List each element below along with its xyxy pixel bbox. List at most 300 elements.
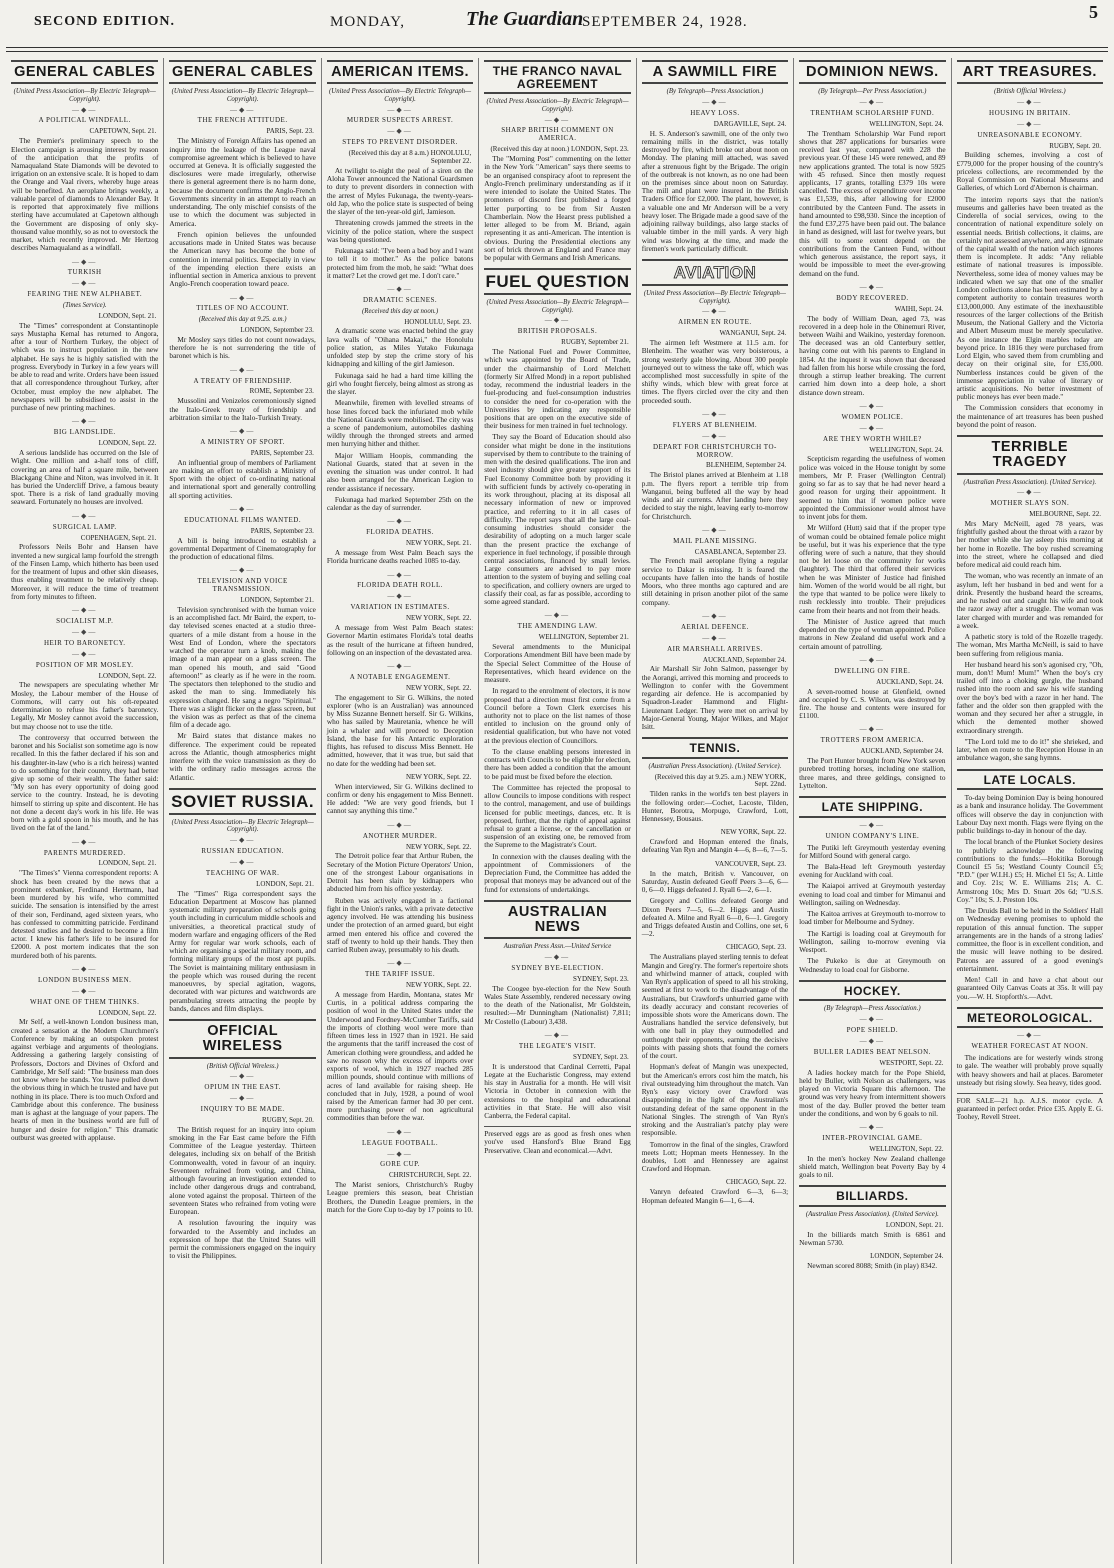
- divider-rule: —◆—: [859, 655, 886, 664]
- divider-rule: —◆—: [387, 105, 413, 114]
- dateline: WELLINGTON, September 21.: [538, 633, 629, 642]
- dateline: CHICAGO, Sept. 22.: [726, 1178, 787, 1187]
- divider-rule: —◆—: [72, 649, 98, 658]
- dateline: LONDON, September 21.: [240, 596, 314, 605]
- dateline: LONDON, Sept. 21.: [98, 311, 157, 320]
- article-paragraph: The Coogee bye-election for the New South Wales State Assembly, rendered necessary owing to the death of the Nationalist, Mr Goldstein, resulted:—Mr Dunningham (Nationalist) 7,811; Mr Costello (Labour) 3,438.: [484, 983, 631, 1026]
- press-credit: (Australian Press Association). (United Service).: [805, 1211, 939, 1219]
- dateline: CASABLANCA, September 23.: [694, 547, 787, 556]
- article: [169, 1019, 315, 1260]
- article-paragraph: The Port Hunter brought from New York seven purebred trotting horses, including one stallion, three mares, and three geldings, consigned to Lyttelton.: [799, 756, 946, 790]
- masthead: [0, 0, 1114, 46]
- dateline: DARGAVILLE, Sept. 24.: [713, 119, 787, 128]
- article-paragraph: Newman scored 8088; Smith (in play) 8342.: [807, 1260, 938, 1270]
- article-paragraph: In the men's hockey New Zealand challenge shield match, Wellington beat Poverty Bay by 4 goals to nil.: [799, 1153, 946, 1180]
- press-credit: (United Press Association—By Electric Telegraph—Copyright).: [171, 818, 314, 834]
- column-5: [636, 58, 793, 1564]
- article-paragraph: The Bala-Head left Greymouth yesterday evening for Auckland with coal.: [799, 862, 946, 880]
- dateline: WELLINGTON, Sept. 22.: [869, 1144, 944, 1153]
- press-credit: (Received this day at 9.25. a.m.): [198, 316, 287, 324]
- article-headline: TENNIS.: [642, 737, 788, 759]
- divider-rule: —◆—: [544, 115, 571, 124]
- article: [957, 769, 1103, 1001]
- article-paragraph: Fukunaga said he had a hard time killing the girl who fought fiercely, being almost as strong as the slayer.: [326, 370, 474, 397]
- article-subhead: OPIUM IN THE EAST.: [204, 1083, 281, 1092]
- article-paragraph: The Ministry of Foreign Affairs has opened an inquiry into the leakage of the League naval compromise agreement which is believed to have occurred at Geneva. It is officially suggested the disclosures were made irregularly, otherwise there is general agreement there is no harm done, because the document confirms the Anglo-French Governments sincerity in an attempt to reach an understanding. The only mischief consists of the use to which the document was subjected in America.: [169, 136, 316, 228]
- article-paragraph: Mr Wilford (Hutt) said that if the proper type of woman could be obtained female police might be useful, but it was his experience that the type offering were of such a nature, that they should not be let loose on the community for works (laughter). The third that offered their services when he was Minister of Justice had finished him. Women of the world would be all right, but the type that wanted to be police were likely to rush recklessly into trouble. Their prejudices came from their hearts and not from their heads.: [799, 523, 946, 615]
- article-paragraph: The Druids Ball to be held in the Soldiers' Hall on Wednesday evening promises to uphold the reputation of this annual function. The supper arrangements are in the hands of a strong ladies' committee, the floor is in excellent condition, and the music will leave nothing to be desired. Patrons are assured of a good evening's entertainment.: [956, 906, 1103, 973]
- advertisement: FOR SALE—21 h.p. A.J.S. motor cycle. A guaranteed in perfect order. Price £35. Apply E. G. Toohey, Revell Street.: [957, 1093, 1103, 1121]
- dateline: HONOLULU, Sept. 23.: [404, 317, 472, 326]
- press-credit: (Australian Press Association). (United Service).: [648, 762, 782, 770]
- masthead-date: SEPTEMBER 24, 1928.: [582, 14, 748, 30]
- article-subhead: TITLES OF NO ACCOUNT.: [196, 304, 290, 313]
- article-paragraph: Hopman's defeat of Mangin was unexpected, but the American's errors cost him the match, his rival outsteadying him throughout the match. Van Ryn's easy victory over Crawford was disappointing in the light of the Australian's outstanding defeat of the same opponent in the National Singles. The strength of Van Ryn's stroking and the Australian's patchy play were responsible.: [641, 1062, 789, 1138]
- article-paragraph: It is understood that Cardinal Cerretti, Papal Legate at the Eucharistic Congress, may extend his stay in Australia for a month. He will visit Victoria in October in connexion with the extensions to the hospital and educational activities in that State. He will also visit Canberra, the Federal capital.: [484, 1061, 631, 1121]
- article: [799, 284, 945, 397]
- article: [642, 411, 788, 521]
- article-subhead: PARENTS MURDERED.: [43, 848, 126, 857]
- divider-rule: —◆—: [702, 409, 728, 418]
- column-2: [163, 58, 320, 1564]
- article-paragraph: The Trentham Scholarship War Fund report shows that 287 applications for bursaries were received last year, compared with 228 the previous year. Of these 145 were renewed, and 89 new applications granted. The total is now 5925 with 45 refused. Since then mostly request applicants, 17 grants, totalling £379 10s were cancelled. The excess of expenditure over income was £1,539, this, after allowing for £2000 contributed by the Canteen Fund. The assets in hand amounted to £98,930. Since the inception of the fund £37,275 have been paid out. The balance in hand as designed, will last for twelve years, but this will to some extent depend on the contributions from the Canteen Fund, without which generous assistance, the report says, it would be impossible to meet the ever-growing demand on the fund.: [799, 128, 946, 278]
- divider-rule: —◆—: [702, 97, 728, 106]
- divider-rule: —◆—: [229, 566, 256, 575]
- divider-rule: —◆—: [229, 857, 256, 866]
- dateline: WAIHI, Sept. 24.: [894, 304, 944, 313]
- article: [799, 980, 945, 1118]
- edition-label: SECOND EDITION.: [34, 14, 176, 29]
- article-paragraph: Television synchronised with the human voice is an accomplished fact. Mr Baird, the expert, to-day televised scenes enacted at a studio three-quarters of a mile distant from a house in the West End of London, where the spectators watched the operator turn a knob, making the image of a man appear on a glass screen. The man opened his mouth, and said "Good afternoon!" as clearly as if he were in the room. The spectators then telephoned to the studio and asked the man to sing. Immediately his expression changed. He sang a negro "Spiritual." There was a slight flicker on the glass screen, but the vision was as perfect as that of the cinema film of a decade ago.: [169, 604, 316, 730]
- divider-rule: —◆—: [229, 504, 256, 513]
- masthead-rule: [6, 47, 1108, 52]
- article-headline: OFFICIAL WIRELESS: [169, 1019, 315, 1058]
- divider-rule: —◆—: [859, 1036, 886, 1045]
- divider-rule: —◆—: [702, 611, 728, 620]
- dateline: NEW YORK, Sept. 22.: [405, 981, 472, 990]
- article: [11, 513, 158, 601]
- article-paragraph: Scepticism regarding the usefulness of women police was voiced in the House tonight by some members, Mr P. Fraser (Wellington Central) going so far as to say that he had never heard a good reason for urging their appointment. It seemed to him that if women police were appointed the Commissioner would almost have to invent jobs for them.: [799, 454, 946, 522]
- press-credit: (United Press Association—By Electric Telegraph—Copyright).: [329, 88, 472, 103]
- newspaper-title: The Guardian: [466, 8, 584, 30]
- divider-rule: —◆—: [544, 611, 571, 620]
- article-paragraph: Gregory and Collins defeated George and Dixon Peers 7—5, 6—2. Higgs and Austin defeated A. Milne and Ryall 6—0, 6—1. Gregory and Triggs defeated Austin and Collins, one set, 6—2.: [641, 896, 789, 939]
- article: [799, 403, 945, 651]
- divider-rule: —◆—: [859, 1123, 886, 1132]
- article-headline: A SAWMILL FIRE: [642, 60, 788, 84]
- article-headline: AVIATION: [642, 259, 788, 286]
- article-paragraph: Fukunaga had marked September 25th on the calendar as the day of surrender.: [326, 494, 474, 513]
- article-paragraph: Mr Baird states that distance makes no difference. The experiment could be repeated across the Atlantic, though atmospherics might interfere with the voice transmission as they do with the ordinary radio messages across the Atlantic.: [169, 731, 316, 782]
- dateline: NEW YORK, Sept. 22.: [405, 842, 472, 851]
- divider-rule: —◆—: [544, 316, 571, 325]
- article-paragraph: The Marist seniors, Christchurch's Rugby League premiers this season, beat Christian Brothers, the Dunedin League premiers, in the match for the Gore Cup to-day by 17 points to 10.: [326, 1180, 474, 1214]
- article-subhead: UNION COMPANY'S LINE.: [825, 831, 920, 840]
- article-paragraph: The Minister of Justice agreed that much depended on the type of woman appointed. Police matrons in New Zealand did useful work and a certain amount of patrolling.: [799, 616, 946, 651]
- article-headline: THE FRANCO NAVAL AGREEMENT: [484, 60, 630, 94]
- article: [327, 822, 473, 955]
- divider-rule: —◆—: [387, 820, 413, 829]
- article: [327, 774, 473, 816]
- article-subhead: FLORIDA DEATHS.: [366, 528, 434, 537]
- article: [169, 788, 315, 1013]
- article-subhead: A NOTABLE ENGAGEMENT.: [349, 672, 451, 681]
- article-subhead: SOCIALIST M.P.: [56, 616, 114, 625]
- article-paragraph: French opinion believes the unfounded accusations made in United States was because the American navy has become the bone of contention in internal politics. Especially in view of the impending election there exists an influential section in America anxious to prevent Anglo-French cooperation toward peace.: [169, 229, 316, 289]
- article: [327, 960, 473, 1122]
- article-paragraph: The British request for an inquiry into opium smoking in the Far East came before the Fifth Committee of the League yesterday. Thirteen delegates, including six on behalf of the British Commonwealth, voted in favour of an inquiry. Seventeen refrained from voting, and China, although favouring an investigation extended to include other dangerous drugs and contraband, alone voted against the proposal. Thirteen of the seventeen States who refrained from voting were European.: [169, 1124, 316, 1217]
- article-subhead: BIG LANDSLIDE.: [53, 428, 116, 437]
- dateline: LONDON, Sept. 21.: [256, 879, 314, 888]
- article-subhead: DWELLING ON FIRE.: [834, 666, 911, 675]
- article-paragraph: The "Morning Post" commenting on the letter in the New York "American" says there seems to be an organised conspiracy afoot to represent the Anglo-French preliminary understanding as if it were intended to isolate the United States. The promoters of discord first published a forged letter purporting to be from Sir Austen Chamberlain. Now the Hearst press published a letter alleged to be from M. Briand, again representing it as anti-American. The intention is obvious. During the Presidential elections any sort of brick thrown at England and France may be popular with Germans and Irish Americans.: [484, 154, 631, 262]
- article-subhead: BODY RECOVERED.: [836, 293, 909, 302]
- article-subhead: EDUCATIONAL FILMS WANTED.: [184, 515, 302, 524]
- article-headline: SOVIET RUSSIA.: [169, 788, 315, 815]
- article-paragraph: "The Times's" Vienna correspondent reports: A shock has been created by the news that a prominent exbanker, Ferdinand Hertmann, had been murdered by his wife, who committed suicide. The sensation is intensified by the arrest of their son, Ferdinand, aged sixteen years, who has confessed to committing patricide. Ferdinand detested studies and he desired to become a film actor. I knew his father's life to be insured for £2000. A post mortem indicates that the son murdered both of his parents.: [11, 868, 159, 960]
- divider-rule: —◆—: [859, 820, 886, 829]
- article: [642, 1179, 788, 1204]
- article-paragraph: Building schemes, involving a cost of £779,000 for the proper housing of the country's priceless collections, are recommended by the Royal Commission on National Museums and Galleries, of which Lord d'Abernon is chairman.: [956, 150, 1103, 193]
- article-paragraph: To-day being Dominion Day is being honoured as a bank and insurance holiday. The Government offices will observe the day in conjunction with Labour Day next month. Flags were flying on the public buildings to-day in honour of the day.: [956, 793, 1103, 836]
- article-paragraph: A serious landslide has occurred on the Isle of Wight. One million and a-half tons of cliff, covering an area of half a square mile, between Blackgang Chine and Niton, was involved in it. It has buried the Undercliff Drive, a famous beauty spot. There is a risk of land gradually moving seaward. Fortunately no houses are involved.: [11, 448, 159, 507]
- divider-rule: —◆—: [229, 293, 256, 302]
- press-credit: (United Press Association—By Electric Telegraph—Copyright).: [643, 289, 786, 305]
- divider-rule: —◆—: [1017, 1031, 1043, 1040]
- dateline: NEW YORK, Sept. 22.: [405, 614, 472, 623]
- article-subhead: HOUSING IN BRITAIN.: [989, 108, 1071, 117]
- article: [11, 966, 158, 1142]
- article-subhead: GORE CUP.: [380, 1160, 421, 1169]
- dateline: RUGBY, September 21.: [561, 338, 629, 347]
- article-paragraph: Crawford and Hopman entered the finals, defeating Van Ryn and Mangin 4—6, 8—6, 7—5.: [641, 837, 789, 855]
- article: [799, 1185, 945, 1247]
- divider-rule: —◆—: [702, 633, 728, 642]
- article-paragraph: Professors Neils Bohr and Hansen have invented a new surgical lamp fourfold the strength of the Finsen Lamp, which hitherto has been used for the treatment of lupus and other skin diseases, thus enabling treatment to be relatively cheap. Moreover, it will reduce the time of treatment from forty minutes to fifteen.: [11, 542, 159, 601]
- divider-rule: —◆—: [387, 662, 413, 671]
- article: [642, 829, 788, 854]
- article-paragraph: The Bristol planes arrived at Blenheim at 1.18 p.m. The flyers report a terrible trip from Wanganui, being buffeted all the way by head winds and air currents. After landing here they decided to stay the night, leaving early to-morrow for Christchurch.: [641, 470, 789, 521]
- divider-rule: —◆—: [387, 1149, 413, 1158]
- article-paragraph: A bill is being introduced to establish a governmental Department of Cinematography for the production of educational films.: [169, 535, 316, 562]
- article: [957, 60, 1103, 429]
- dateline: BLENHEIM, September 24.: [706, 461, 787, 470]
- article-subhead: TURKISH: [67, 268, 102, 277]
- dateline: LONDON, Sept. 22.: [98, 439, 157, 448]
- dateline: RUGBY, Sept. 20.: [1049, 141, 1101, 150]
- article-headline: ART TREASURES.: [957, 60, 1103, 84]
- article-paragraph: The body of William Dean, aged 73, was recovered in a deep hole in the Ohinemuri River, between Waihi and Waikino, yesterday forenoon. The deceased was an old Canterbury settler, having come out with his parents to England in 1854. At the inquest it was shown that deceased had fallen from his horse while crossing the ford, through a stirrup leather breaking. The current carried him down into a deep hole, a short distance down stream.: [799, 313, 946, 397]
- dateline: LONDON, September 23.: [240, 325, 314, 334]
- article-subhead: VARIATION IN ESTIMATES.: [350, 603, 450, 612]
- divider-rule: —◆—: [544, 953, 571, 961]
- press-credit: (By Telegraph—Press Association.): [824, 1005, 921, 1013]
- article: [642, 259, 788, 405]
- article: [799, 657, 945, 721]
- divider-rule: —◆—: [859, 725, 886, 734]
- divider-rule: —◆—: [859, 1015, 886, 1024]
- divider-rule: —◆—: [387, 285, 413, 294]
- article-paragraph: Major William Hoopis, commanding the National Guards, stated that at seven in the evening the situation was under control. It had also been arranged for the American Legion to render assistance if necessary.: [326, 450, 474, 493]
- dateline: (Received this day at 8 a.m.) HONOLULU, September 22.: [348, 149, 472, 166]
- article-paragraph: The controversy that occurred between the baronet and his Socialist son sometime ago is now recalled. In this the father declared if his son and his daughter-in-law (who is a rich heiress) wanted to do something for their country, they had better give up some of their wealth. The father said: "My son has every opportunity of doing good service to the country. Instead, he is devoting himself to stirring up spite and discontent. He has not done a decent day's work in his life. He was born with a gold spoon in his mouth, and he has lived on the fat of the land.": [11, 732, 159, 833]
- article-subhead: ARE THEY WORTH WHILE?: [823, 434, 922, 443]
- article-paragraph: Several amendments to the Municipal Corporations Amendment Bill have been made by the Special Select Committee of the House of Representatives, which heard evidence on the measure.: [484, 642, 631, 685]
- article: [642, 527, 788, 607]
- article-subhead: DEPART FOR CHRISTCHURCH TO-MORROW.: [652, 442, 777, 459]
- article-subhead: THE FRENCH ATTITUDE.: [197, 116, 288, 125]
- dateline: WELLINGTON, Sept. 24.: [869, 445, 944, 454]
- article: [327, 1129, 473, 1214]
- article-paragraph: The Kaitoa arrives at Greymouth to-morrow to load timber for Melbourne and Sydney.: [799, 909, 946, 927]
- divider-rule: —◆—: [72, 627, 98, 636]
- dateline: (Received this day at noon.) LONDON, Sept. 23.: [490, 145, 629, 154]
- press-credit: (British Official Wireless.): [993, 88, 1066, 96]
- dateline: LONDON, Sept. 21.: [98, 859, 157, 868]
- dateline: WANGANUI, Sept. 24.: [719, 329, 787, 338]
- article-headline: LATE SHIPPING.: [799, 796, 945, 818]
- article: [11, 418, 158, 506]
- article-paragraph: The French mail aeroplane flying a regular service to Dakar is missing. It is feared the occupants have fallen into the hands of hostile Moors, who three months ago captured and are still detaining in prison another pilot of the same company.: [641, 556, 789, 607]
- press-credit: (Received this day at noon.): [362, 307, 439, 315]
- article-subhead: HEIR TO BARONETCY.: [43, 638, 126, 647]
- divider-rule: —◆—: [72, 279, 98, 288]
- dateline: NEW YORK, Sept. 21.: [405, 539, 472, 548]
- divider-rule: —◆—: [387, 592, 413, 601]
- divider-rule: —◆—: [72, 606, 98, 615]
- dateline: LONDON, Sept. 21.: [885, 1220, 944, 1229]
- article-subhead: RUSSIAN EDUCATION.: [201, 846, 284, 855]
- page-number: 5: [1089, 2, 1098, 22]
- article-subhead: ANOTHER MURDER.: [362, 831, 438, 840]
- article: [11, 839, 158, 960]
- dateline: PARIS, Sept. 23.: [266, 127, 314, 136]
- column-3: [321, 58, 478, 1564]
- divider-rule: —◆—: [387, 517, 413, 526]
- article-paragraph: "The Lord told me to do it!" she shrieked, and later, when en route to the Reception House in an ambulance wagon, she sang hymns.: [956, 736, 1103, 763]
- divider-rule: —◆—: [387, 1127, 413, 1136]
- article-headline: HOCKEY.: [799, 980, 945, 1002]
- article-paragraph: The Premier's preliminary speech to the Election campaign is arousing interest by reason of the anticipation that the profits of Namaqualand State Diamonds will be devoted to irrigation on an extensive scale. It is hoped to dam the Orange and Vaal rivers, whereby huge areas will be benefited. An aeroplane brings weekly, a valuable parcel of diamonds to Alexander Bay. It is reported that approximately five millions sterling have accumulated at Capetown although the Government are disposing of only sky-thousand value monthly, so as not to overstock the market, which recently improved. Mr Hertzog describes Namaqualand as a windfall.: [11, 136, 159, 253]
- article-paragraph: The airmen left Westmere at 11.5 a.m. for Blenheim. The weather was very boisterous, a strong westerly gale blowing. About 300 people journeyed out to witness the take off, which was accomplished most successfully in spite of the shifty winds, which blew with great force at times. The flyers circled over the city and then proceeded south.: [641, 338, 789, 405]
- article-subhead: MAIL PLANE MISSING.: [673, 536, 757, 545]
- dateline: RUGBY, Sept. 20.: [262, 1115, 314, 1124]
- article: [11, 60, 158, 253]
- article-headline: AUSTRALIAN NEWS: [484, 900, 630, 939]
- article-paragraph: The engagement to Sir G. Wilkins, the noted explorer (who is an Australian) was announced by Miss Suzanne Bennett herself. Sir G. Wilkins, who has sailed by Mauretania, whence he will join a whaler and will proceed to Deception Island, the base for his Antarctic exploration flights, has refused to discuss Miss Bennett. He admitted, however, that it was true, but said that no date for the wedding had been set.: [326, 692, 474, 768]
- divider-rule: —◆—: [72, 417, 98, 426]
- article-paragraph: In connexion with the clauses dealing with the appointment of Commissioners of the Depreciation Fund, the Committee has added the proposal that moneys may be advanced out of the fund for extensions of undertakings.: [484, 851, 631, 894]
- article-headline: DOMINION NEWS.: [799, 60, 945, 84]
- divider-rule: —◆—: [544, 1030, 571, 1039]
- article: [327, 663, 473, 768]
- article-subhead: FLORIDA DEATH ROLL.: [357, 581, 444, 590]
- article-headline: AMERICAN ITEMS.: [327, 60, 473, 84]
- article-paragraph: The interim reports says that the nation's museums and galleries have been treated as the Cinderella of social services, owing to the concentration of national expenditure solely on essential needs. British collections, it claims, are certainly not assessed anywhere, and any estimate of the capital wealth of the nation which ignores them is incomplete. It adds: "Any reliable estimate of national treasures is impossible. Nevertheless, some idea of money values may be indicated when we say that one of the smaller London collections alone has been estimated by a competent authority to contain treasures worth £13,000,000. Any estimate of the inexhaustible resources of the larger collections of the British Museum, the National Gallery and the Victoria and Albert Museum must be merely speculative. As one instance the Elgin marbles today are beyond price. In 1816 they were purchased from Lord Elgin, who saved them from crumbling and decay on their original site, for £35,000. Numberless instances could be given of the immense appreciation in value of literary or artistic acquisitions. No better investment of public moneys has ever been made.": [956, 194, 1103, 402]
- article: [799, 726, 945, 790]
- article-paragraph: The National Fuel and Power Committee, which was appointed by the Board of Trade, under the chairmanship of Lord Melchett (formerly Sir Alfred Mond) in a report published today, recommend the industrial leaders in the fuel-producing and fuel-consumption industries to consider the need for co-operation with the Universities by indicating any responsible positions that are open on the executive side of their business for men trained in fuel technology.: [484, 347, 631, 431]
- article-subhead: DRAMATIC SCENES.: [363, 295, 438, 304]
- article-paragraph: Ruben was actively engaged in a factional fight in the Union's ranks, with a private detective agency involved. He was attending his business under the protection of an armed guard, but eight armed men entered his office and covered the staff of twenty to hold up their hands. They then carried Ruben away, presumably to his death.: [326, 895, 474, 954]
- dateline: MELBOURNE, Sept. 22.: [1029, 510, 1101, 519]
- press-credit: (By Telegraph—Per Press Association.): [818, 88, 927, 96]
- article-paragraph: Tilden ranks in the world's ten best players in the following order:—Cochet, Lacoste, Tilden, Hunter, Borotra, Morpugo, Crawford, Lott, Hennessey, Bousaus.: [641, 789, 789, 824]
- article-subhead: TEACHING OF WAR.: [205, 868, 280, 877]
- article: [957, 435, 1103, 762]
- dateline: NEW YORK, Sept. 22.: [405, 683, 472, 692]
- article: [642, 613, 788, 731]
- dateline: CHRISTCHURCH, Sept. 22.: [389, 1171, 472, 1180]
- article-paragraph: Meanwhile, firemen with levelled streams of hose lines forced back the infuriated mob while the National Guards were mobilised. The city was a scene of pandemonium, automobiles dashing wildly through the thronged streets and armed men hurrying hither and thither.: [326, 398, 474, 449]
- divider-rule: —◆—: [72, 105, 98, 114]
- dateline: CAPETOWN, Sept. 21.: [89, 127, 157, 136]
- article: [484, 612, 630, 894]
- article-paragraph: The Commission considers that economy in the maintenance of art treasures has been pushed beyond the point of reason.: [956, 403, 1103, 429]
- article: [327, 518, 473, 565]
- divider-rule: —◆—: [72, 964, 98, 973]
- article-paragraph: A dramatic scene was enacted behind the gray lava walls of "Oihana Makai," the Honolulu police station, as Miles Yutako Fukunaga unfolded step by step the crime story of his kidnapping and killing of the girl Jamieson.: [326, 326, 474, 369]
- dateline: ROME, September 23.: [249, 387, 314, 396]
- article-paragraph: At twilight to-night the peal of a siren on the Aloha Tower announced the National Guardsmen to duty to prevent disorders in connection with the arrest of Myles Fukunaga, the twenty-years-old Jap, who the police state is suspected of being the slayer of the ten-year-old girl, Jamieson.: [326, 166, 474, 217]
- article: [799, 60, 945, 278]
- article-headline: GENERAL CABLES: [11, 60, 158, 84]
- article-headline: FUEL QUESTION: [484, 268, 630, 295]
- article-headline: LATE LOCALS.: [957, 769, 1103, 791]
- press-credit: (United Press Association—By Electric Telegraph—Copyright).: [13, 88, 156, 103]
- article: [169, 567, 315, 782]
- column-grid: [6, 58, 1108, 1564]
- article-paragraph: A seven-roomed house at Glenfield, owned and occupied by C. S. Wilson, was destroyed by fire. The house and contents were insured for £1100.: [799, 686, 946, 721]
- press-credit: (United Press Association—By Electric Telegraph—Copyright).: [486, 299, 629, 314]
- column-7: [951, 58, 1108, 1564]
- article: [327, 286, 473, 512]
- divider-rule: —◆—: [387, 127, 413, 136]
- article-paragraph: The woman, who was recently an inmate of an asylum, left her husband in bed and went for a drink. Presently the husband heard the screams, and he rushed out and caught his wife and took the razor away after a struggle. The woman was later charged with murder and was remanded for a week.: [956, 571, 1103, 630]
- article-headline: METEOROLOGICAL.: [957, 1007, 1103, 1029]
- article-paragraph: A resolution favouring the inquiry was forwarded to the Assembly and includes an expression of hope that the United States will permit the commissioners engaged on the inquiry to visit the Philippines.: [169, 1218, 316, 1261]
- article: [484, 900, 630, 1026]
- article-subhead: AIR MARSHALL ARRIVES.: [667, 644, 763, 653]
- article-subhead: WOMEN POLICE.: [841, 412, 904, 421]
- article: [169, 428, 315, 500]
- divider-rule: —◆—: [1017, 97, 1043, 106]
- article-paragraph: The indications are for westerly winds strong to gale. The weather will probably prove squally with heavy showers and hail at places. Barometer unsteady but rising slowly. Sea heavy, tides good.: [956, 1053, 1103, 1087]
- article-paragraph: The Kartigi is loading coal at Greymouth for Wellington, sailing to-morrow evening via Westport.: [799, 928, 946, 955]
- dateline: CHICAGO, Sept. 23.: [726, 943, 787, 952]
- article-headline: TERRIBLE TRAGEDY: [957, 435, 1103, 474]
- article: [169, 367, 315, 422]
- divider-rule: —◆—: [859, 401, 886, 410]
- article: [169, 60, 315, 289]
- article: [169, 295, 315, 361]
- article: [11, 259, 158, 413]
- article-paragraph: The Australians played sterling tennis to defeat Mangin and Greg'ry. The former's repertoire shots and whirlwind manner of attack, coupled with Van Ryn's application of speed to all his stroking, seemed at first to work to the disadvantage of the Australians, but Crawford's unhurried game with its deadly accuracy and constant recoveries of impossible shots wore the Americans down. The Australians handled the service defensively, but with one ball in play they outmodelled and outthought their opponents, earning the decisive points with passing shots that found the corners of the court.: [641, 952, 789, 1061]
- article: [11, 607, 158, 833]
- article-subhead: AIRMEN EN ROUTE.: [678, 318, 752, 327]
- divider-rule: —◆—: [72, 986, 98, 995]
- divider-rule: —◆—: [1017, 119, 1043, 128]
- article: [642, 737, 788, 823]
- article-paragraph: Vanryn defeated Crawford 6—3, 6—3; Hopman defeated Mangin 6—1, 6—4.: [641, 1187, 789, 1205]
- press-credit: (Times Service).: [62, 302, 107, 310]
- article-paragraph: The Committee has rejected the proposal to allow Councils to impose conditions with respect to the control, management, and use of buildings licensed for public meetings, dances, etc. It is proposed, further, that the right of appeal against refusal to grant a license, or the cancellation or suspension of an existing one, be removed from the Supreme to the Magistrate's Court.: [484, 782, 631, 850]
- article: [484, 268, 630, 606]
- article: [642, 944, 788, 1173]
- article-paragraph: The "Times" Riga correspondent says the Education Department at Moscow has planned systematic military preparation of schools going youth including in curriculum middle schools and universities, a theoretical practical study of modern warfare and engaging officers of the Red Army for regular war work schools, each of which are organising a special military room, and forming military groups of the most apt pupils. The Soviet is maintaining military enthusiasm in the people which was roused during the recent manoeuvres, by special agitation, wagons, decorated with war pictures and watchwords are perambulating streets attracting the people by bands, dances and film displays.: [169, 888, 316, 1013]
- article-paragraph: Air Marshall Sir John Salmon, passenger by the Aorangi, arrived this morning and proceeds to Wellington to confer with the Government regarding air defence. He is accompanied by Squadron-Leader Hammond and Flight-Lieutenant Ledger. They were met on arrival by Major-General Young, Major Wilkes, and Major Isitt.: [641, 664, 789, 732]
- article-paragraph: The local branch of the Plunket Society desires to publicly acknowledge the following contributions to the funds:—Hokitika Borough Council £5 5s; Westland County Council £5; "P.D." (per W.I.H.) £5; H. Michel £1 5s; A. Little and Coy. 21s; W. E. Williams 21s; A. C. Armstrong 10s; Mrs D. Stuart 20s 6d; "U.S.S. Coy." 10s; S. J. Preston 10s.: [956, 837, 1103, 904]
- article-subhead: WHAT ONE OF THEM THINKS.: [30, 997, 140, 1006]
- masthead-day: MONDAY,: [330, 14, 405, 30]
- divider-rule: —◆—: [72, 837, 98, 846]
- divider-rule: —◆—: [1017, 488, 1043, 497]
- article-paragraph: The Putiki left Greymouth yesterday evening for Milford Sound with general cargo.: [799, 842, 946, 860]
- dateline: LONDON, Sept. 22.: [98, 671, 157, 680]
- article-subhead: POSITION OF MR MOSLEY.: [35, 660, 134, 669]
- article: [327, 60, 473, 280]
- article-subhead: MOTHER SLAYS SON.: [990, 499, 1070, 508]
- divider-rule: —◆—: [229, 1072, 256, 1081]
- article-paragraph: In regard to the enrolment of electors, it is now proposed that a direction must first come from a Council before a Town Clerk exercises his authority not to place on the list names of those entitled to inclusion on the ground only of residential qualification, but who have not voted at the previous election of Councillors.: [484, 686, 631, 745]
- article-paragraph: Threatening crowds jammed the streets in the vicinity of the police station, where the suspect was being questioned.: [326, 218, 474, 244]
- divider-rule: —◆—: [229, 427, 256, 436]
- article-paragraph: Men! Call in and have a chat about our guaranteed Oily Canvas Coats at 35s. It will pay you.—W. H. Stopforth's.—Advt.: [956, 975, 1103, 1001]
- article-paragraph: When interviewed, Sir G. Wilkins declined to confirm or deny his engagement to Miss Bennett. He added: "We are very good friends, but I cannot say anything this time.": [326, 781, 474, 816]
- article-subhead: HEAVY LOSS.: [690, 108, 740, 117]
- article-subhead: INTER-PROVINCIAL GAME.: [822, 1133, 923, 1142]
- dateline: COPENHAGEN, Sept. 21.: [80, 533, 157, 542]
- article-subhead: BULLER LADIES BEAT NELSON.: [813, 1047, 931, 1056]
- press-credit: (United Press Association—By Electric Telegraph—Copyright).: [171, 88, 314, 103]
- article-subhead: TROTTERS FROM AMERICA.: [820, 736, 925, 745]
- article-paragraph: A message from West Palm Beach says the Florida hurricane deaths reached 1085 to-day.: [326, 548, 474, 566]
- article-subhead: A TREATY OF FRIENDSHIP.: [193, 376, 292, 385]
- divider-rule: —◆—: [229, 836, 256, 845]
- article-paragraph: A pathetic story is told of the Rozelle tragedy. The woman, Mrs Martha McNeill, is said to have been suffering from religious mania.: [956, 632, 1103, 658]
- divider-rule: —◆—: [859, 97, 886, 106]
- dateline: NEW YORK, Sept. 22.: [405, 772, 472, 781]
- article: [169, 506, 315, 561]
- article: [642, 861, 788, 939]
- article-paragraph: The Kaiapoi arrived at Greymouth yesterday evening to load coal and timber for Mimanui and Wellington, sailing on Wednesday.: [799, 881, 946, 907]
- divider-rule: —◆—: [702, 307, 728, 316]
- article-subhead: LONDON BUSINESS MEN.: [37, 975, 132, 984]
- article-paragraph: Mrs Mary McNeill, aged 78 years, was frightfully gashed about the throat with a razor by her mother while she lay asleep this morning at her home in Rozelle. The boy rushed screaming into the street, where he collapsed and died before medical aid could reach him.: [956, 518, 1103, 570]
- article-headline: BILLIARDS.: [799, 1185, 945, 1207]
- article: [799, 1253, 945, 1270]
- divider-rule: —◆—: [702, 431, 728, 440]
- article-subhead: FLYERS AT BLENHEIM.: [672, 420, 758, 429]
- press-credit: (Australian Press Association). (United Service).: [963, 478, 1097, 486]
- press-credit: Australian Press Assn.—United Service: [503, 943, 612, 951]
- column-1: [6, 58, 163, 1564]
- divider-rule: —◆—: [72, 511, 98, 520]
- article-paragraph: They say the Board of Education should also consider what might be done in the institutions supervised by them to contribute to the training of men with the desired qualifications. The iron and steel industry should give greater support of its Fuel Economy Committee both by providing it with sufficient funds by actively co-operating in its work throughout, placing at its disposal all necessary information of new or improved practice, and referring to it in all cases of difficulty. The report says that all the large coal-consuming industries should consider the desirability of adopting on a much larger scale than the present practice the exchange of experience in fuel technology, if possible through central associations, financed by small levies. Large consumers are advised to pay more attention to the system of buying and selling coal to specification, and colliery owners are urged to classify their coal, as far as possible, according to some agreed standard.: [484, 432, 631, 607]
- divider-rule: —◆—: [859, 282, 886, 291]
- advertisement: Preserved eggs are as good as fresh ones when you've used Hansford's Blue Brand Egg Preservative. Clean and economical.—Advt.: [484, 1126, 630, 1154]
- article-subhead: THE TARIFF ISSUE.: [364, 970, 436, 979]
- dateline: AUCKLAND, September 24.: [702, 655, 787, 664]
- dateline: WESTPORT, Sept. 22.: [879, 1058, 944, 1067]
- article-paragraph: Mussolini and Venizelos ceremoniously signed the Italo-Greek treaty of friendship and arbitration similar to the Italo-Turkish Treaty.: [169, 396, 316, 422]
- article-paragraph: To the clause enabling persons interested in contracts with Councils to be eligible for election, there has been added a condition that the amount to be paid must be fixed before the election.: [484, 746, 631, 781]
- article-paragraph: The Detroit police fear that Arthur Ruben, the Secretary of the Motion Picture Operators' Union, one of the strongest Labour organisations in Detroit has been slain by kidnappers who abducted him from his office yesterday.: [326, 851, 474, 894]
- dateline: AUCKLAND, September 24.: [860, 747, 944, 756]
- article-paragraph: An influential group of members of Parliament are making an effort to establish a Ministry of Sport with the object of co-ordinating national and international sport and generally controlling all sporting activities.: [169, 457, 316, 500]
- article-subhead: THE AMENDING LAW.: [517, 622, 598, 631]
- article-subhead: TELEVISION AND VOICE TRANSMISSION.: [197, 577, 288, 594]
- divider-rule: —◆—: [229, 365, 256, 374]
